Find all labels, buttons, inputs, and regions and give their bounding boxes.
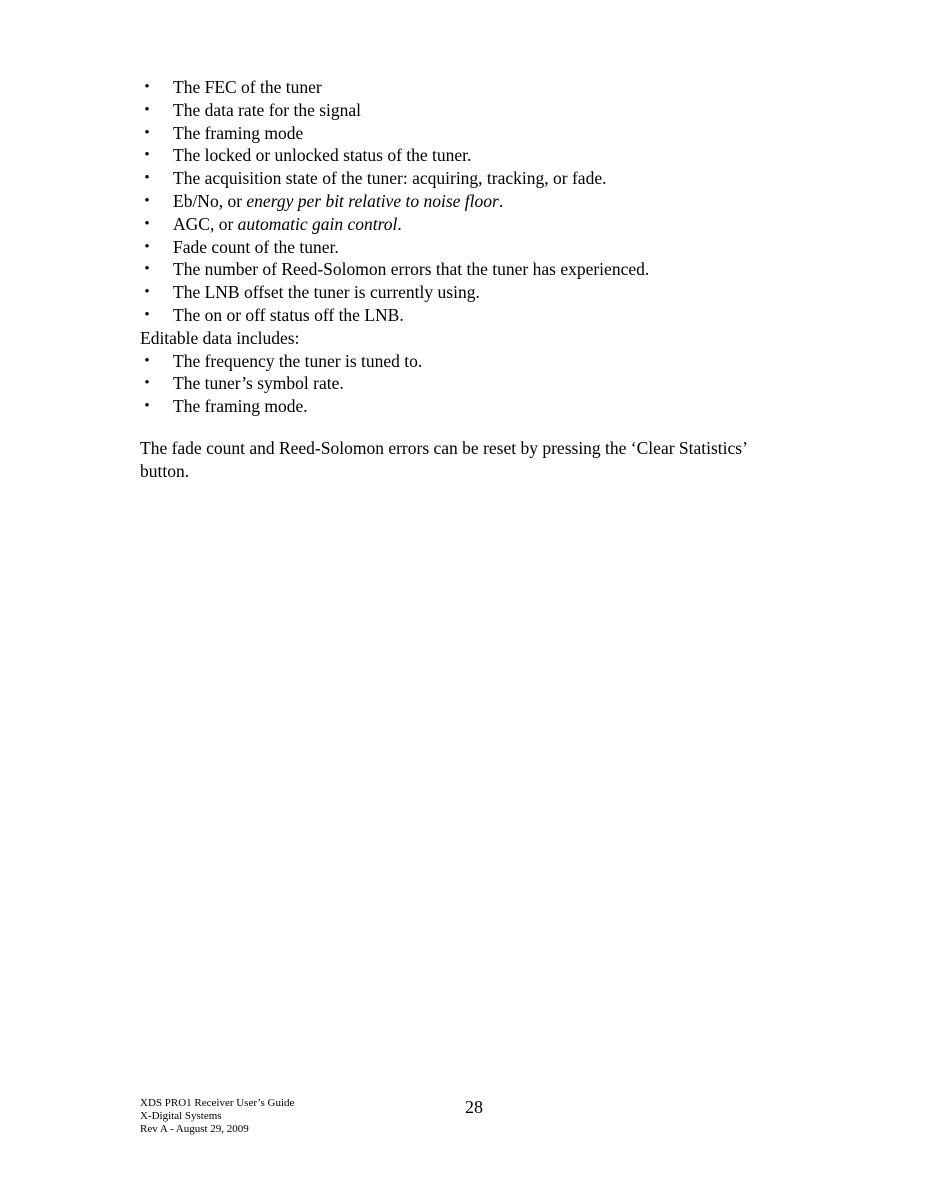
list-item-emphasis: automatic gain control bbox=[237, 213, 398, 234]
list-item-text: The data rate for the signal bbox=[173, 99, 362, 120]
bullet-icon: • bbox=[144, 215, 150, 232]
reset-paragraph-line: button. bbox=[140, 460, 190, 481]
list-item bbox=[140, 213, 820, 236]
bullet-icon: • bbox=[144, 101, 150, 118]
reset-paragraph bbox=[140, 437, 820, 483]
paragraph-spacer bbox=[140, 418, 820, 437]
page-footer bbox=[140, 1097, 294, 1136]
reset-paragraph-line: The fade count and Reed-Solomon errors can be reset by pressing the ‘Clear Statistics’ bbox=[140, 437, 748, 458]
status-list bbox=[140, 76, 820, 327]
list-item bbox=[140, 99, 820, 122]
list-item-text: The FEC of the tuner bbox=[173, 77, 322, 97]
list-item-emphasis: energy per bit relative to noise floor bbox=[246, 190, 499, 211]
editable-list bbox=[140, 350, 820, 418]
footer-company: X-Digital Systems bbox=[140, 1110, 222, 1122]
editable-heading: Editable data includes: bbox=[140, 327, 300, 348]
list-item-text: The LNB offset the tuner is currently using. bbox=[173, 282, 480, 303]
page-number: 28 bbox=[465, 1097, 483, 1117]
bullet-icon: • bbox=[144, 306, 150, 323]
list-item bbox=[140, 372, 820, 395]
bullet-icon: • bbox=[144, 398, 150, 415]
list-item-suffix: . bbox=[498, 190, 504, 211]
list-item bbox=[140, 122, 820, 145]
list-item bbox=[140, 281, 820, 304]
list-item-text: The locked or unlocked status of the tuner. bbox=[173, 145, 472, 166]
bullet-icon: • bbox=[144, 124, 150, 141]
list-item bbox=[140, 190, 820, 213]
list-item bbox=[140, 304, 820, 327]
bullet-icon: • bbox=[144, 284, 150, 301]
bullet-icon: • bbox=[144, 238, 150, 255]
list-item-suffix: . bbox=[397, 213, 402, 234]
document-body bbox=[140, 76, 820, 483]
list-item bbox=[140, 144, 820, 167]
bullet-icon: • bbox=[144, 352, 150, 369]
list-item bbox=[140, 350, 820, 373]
list-item-prefix: AGC, or bbox=[173, 213, 238, 234]
footer-guide-title: XDS PRO1 Receiver User’s Guide bbox=[140, 1097, 295, 1109]
list-item bbox=[140, 236, 820, 259]
list-item bbox=[140, 395, 820, 418]
bullet-icon: • bbox=[144, 147, 150, 164]
bullet-icon: • bbox=[144, 261, 150, 278]
list-item-text: Fade count of the tuner. bbox=[173, 236, 339, 257]
footer-revision: Rev A - August 29, 2009 bbox=[140, 1123, 249, 1135]
list-item-text: The framing mode bbox=[173, 122, 304, 143]
list-item-text: The acquisition state of the tuner: acquiring, tracking, or fade. bbox=[173, 168, 607, 189]
list-item-text: The framing mode. bbox=[173, 396, 308, 417]
bullet-icon: • bbox=[144, 375, 150, 392]
list-item-text: The frequency the tuner is tuned to. bbox=[173, 350, 423, 371]
list-item-text: The on or off status off the LNB. bbox=[173, 304, 404, 325]
list-item-text: The tuner’s symbol rate. bbox=[173, 373, 344, 394]
bullet-icon: • bbox=[144, 79, 150, 95]
bullet-icon: • bbox=[144, 192, 150, 209]
bullet-icon: • bbox=[144, 170, 150, 187]
list-item bbox=[140, 167, 820, 190]
list-item bbox=[140, 76, 820, 99]
list-item-prefix: Eb/No, or bbox=[173, 190, 247, 211]
list-item-text: The number of Reed-Solomon errors that the tuner has experienced. bbox=[173, 259, 650, 280]
list-item bbox=[140, 258, 820, 281]
